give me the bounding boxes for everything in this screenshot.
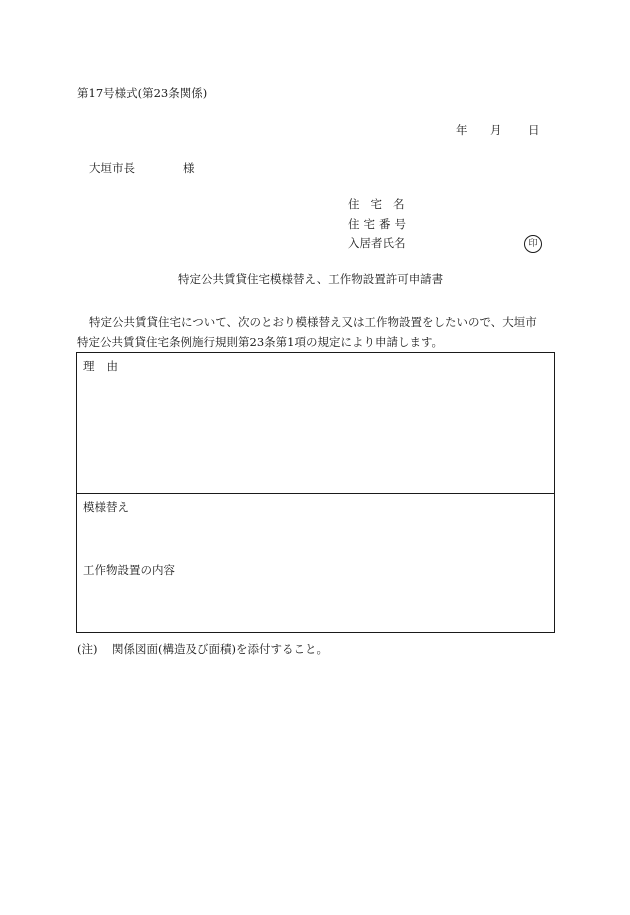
body-text-line-1: 特定公共賃貸住宅について、次のとおり模様替え又は工作物設置をしたいので、大垣市 — [89, 315, 537, 329]
date-day-label: 日 — [528, 123, 540, 137]
addressee-name: 大垣市長 — [89, 161, 135, 175]
body-text-line-2: 特定公共賃貸住宅条例施行規則第23条第1項の規定により申請します。 — [77, 335, 444, 349]
housing-number-label: 住宅番号 — [348, 217, 410, 231]
remodel-label: 模様替え — [83, 500, 129, 514]
date-year-label: 年 — [456, 123, 468, 137]
form-title: 特定公共賃貸住宅模様替え、工作物設置許可申請書 — [178, 272, 444, 286]
addressee-honorific: 様 — [183, 161, 195, 175]
note-text: 関係図面(構造及び面積)を添付すること。 — [112, 642, 328, 656]
reason-label: 理由 — [83, 359, 130, 373]
date-month-label: 月 — [490, 123, 502, 137]
housing-name-label: 住宅名 — [348, 197, 416, 211]
note-mark: (注) — [77, 642, 98, 656]
application-table — [76, 352, 555, 633]
body-text — [77, 312, 555, 352]
structure-content-label: 工作物設置の内容 — [83, 563, 175, 577]
seal-icon: 印 — [524, 235, 542, 253]
form-number: 第17号様式(第23条関係) — [77, 86, 208, 100]
resident-name-label: 入居者氏名 — [348, 236, 406, 250]
reason-section — [77, 353, 554, 494]
